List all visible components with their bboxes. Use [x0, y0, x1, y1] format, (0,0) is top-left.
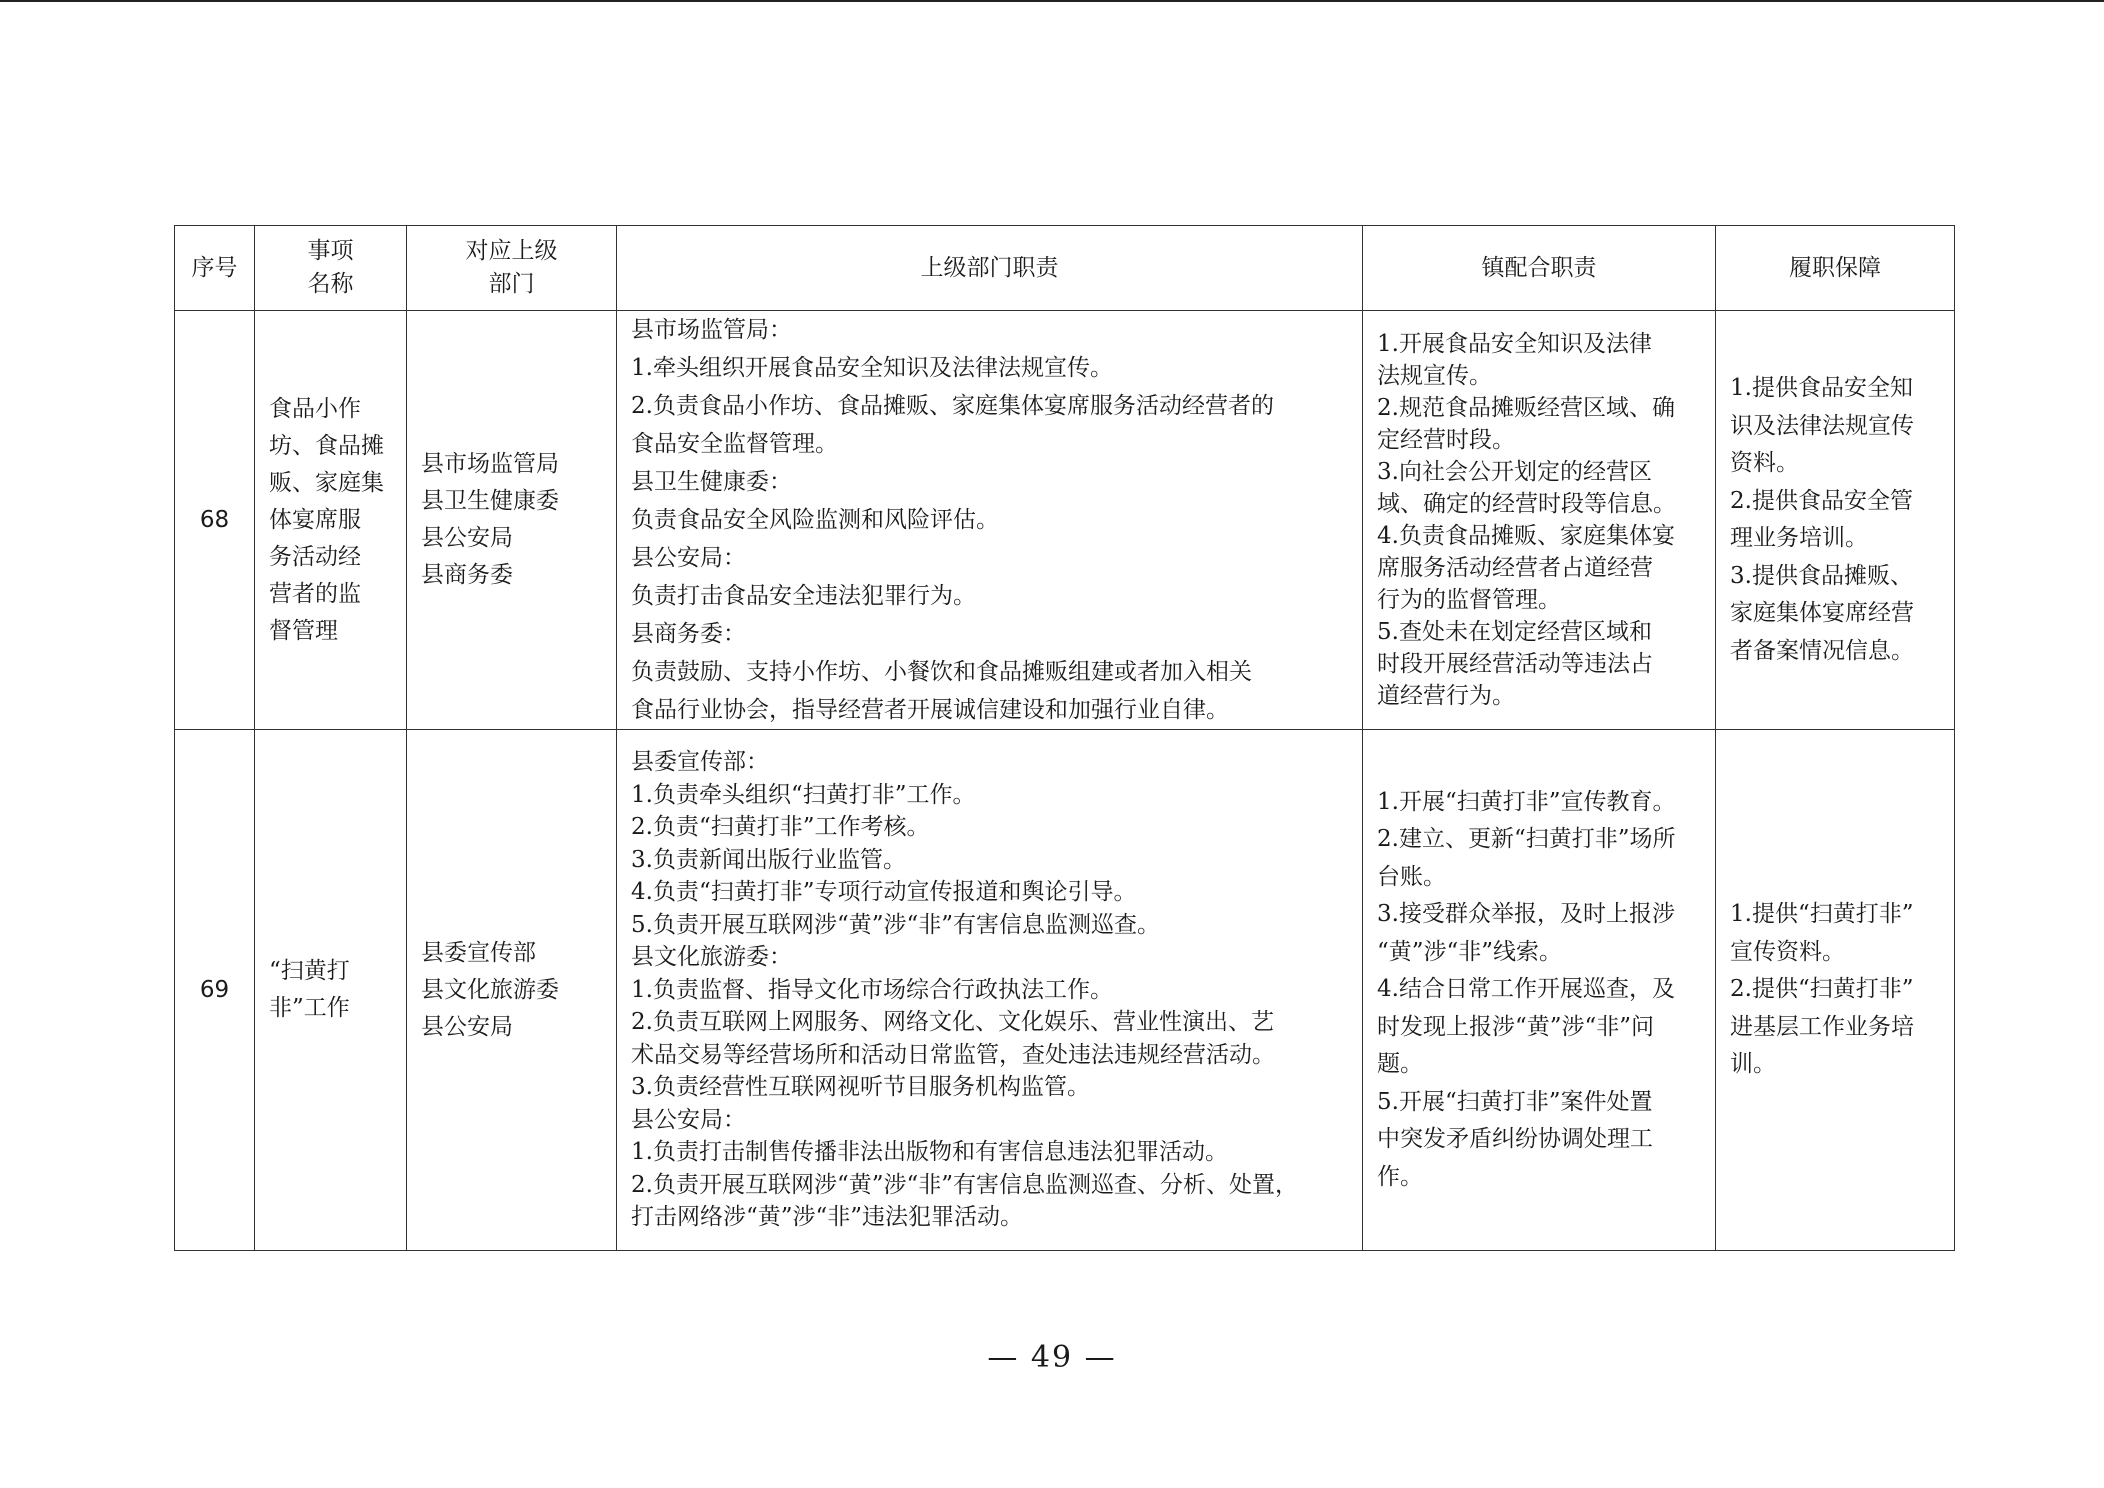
header-item-name-line: 名称 — [307, 271, 354, 297]
text-line: 务活动经 — [269, 543, 361, 570]
town-duty-lines — [1377, 328, 1701, 712]
text-line: 2.提供“扫黄打非” — [1730, 976, 1914, 1003]
text-line: 资料。 — [1730, 450, 1799, 476]
text-line: 1.开展“扫黄打非”宣传教育。 — [1377, 788, 1676, 815]
row-superior-duty — [617, 311, 1363, 730]
text-line: 2.规范食品摊贩经营区域、确 — [1377, 395, 1675, 421]
text-line: 县市场监管局： — [631, 317, 792, 343]
text-line: 1.牵头组织开展食品安全知识及法律法规宣传。 — [631, 355, 1113, 381]
superior-dept-lines — [421, 935, 602, 1046]
item-name-lines — [269, 391, 392, 650]
text-line: 3.向社会公开划定的经营区 — [1377, 459, 1652, 485]
header-town-duty — [1363, 226, 1716, 311]
header-superior-dept-line: 部门 — [488, 271, 535, 297]
text-line: 5.负责开展互联网涉“黄”涉“非”有害信息监测巡查。 — [631, 911, 1160, 938]
header-item-name — [255, 226, 407, 311]
text-line: 负责食品安全风险监测和风险评估。 — [631, 507, 999, 533]
town-duty-lines — [1377, 784, 1701, 1197]
text-line: 术品交易等经营场所和活动日常监管，查处违法违规经营活动。 — [631, 1041, 1275, 1068]
text-line: 宣传资料。 — [1730, 938, 1845, 965]
text-line: 县商务委： — [631, 621, 746, 647]
row-superior-dept — [407, 730, 617, 1251]
text-line: 席服务活动经营者占道经营 — [1377, 555, 1653, 581]
text-line: 县卫生健康委 — [421, 488, 559, 514]
text-line: 县文化旅游委 — [421, 976, 559, 1003]
responsibility-table — [174, 225, 1955, 1251]
text-line: 5.开展“扫黄打非”案件处置 — [1377, 1088, 1653, 1115]
header-superior-dept-line: 对应上级 — [465, 238, 558, 264]
text-line: 理业务培训。 — [1730, 525, 1868, 551]
text-line: 县商务委 — [421, 562, 513, 588]
text-line: 县卫生健康委： — [631, 469, 792, 495]
row-item-name — [255, 730, 407, 1251]
text-line: 域、确定的经营时段等信息。 — [1377, 491, 1676, 517]
superior-dept-lines — [421, 446, 602, 594]
text-line: 县委宣传部 — [421, 939, 536, 966]
text-line: 食品安全监督管理。 — [631, 431, 838, 457]
text-line: 1.负责打击制售传播非法出版物和有害信息违法犯罪活动。 — [631, 1139, 1228, 1166]
text-line: 1.提供“扫黄打非” — [1730, 901, 1914, 928]
text-line: 1.负责监督、指导文化市场综合行政执法工作。 — [631, 976, 1113, 1003]
guarantee-lines — [1730, 370, 1940, 670]
text-line: 进基层工作业务培 — [1730, 1013, 1914, 1040]
text-line: 县公安局： — [631, 545, 746, 571]
text-line: 识及法律法规宣传 — [1730, 412, 1914, 439]
text-line: 县公安局： — [631, 1106, 746, 1133]
text-line: 3.接受群众举报，及时上报涉 — [1377, 901, 1675, 928]
table-row — [175, 730, 1955, 1251]
header-item-name-line: 事项 — [307, 238, 354, 264]
text-line: 1.提供食品安全知 — [1730, 375, 1913, 401]
text-line: 2.负责食品小作坊、食品摊贩、家庭集体宴席服务活动经营者的 — [631, 393, 1274, 419]
row-superior-dept — [407, 311, 617, 730]
row-seq: 68 — [175, 311, 255, 730]
text-line: 3.负责经营性互联网视听节目服务机构监管。 — [631, 1074, 1090, 1101]
text-line: 作。 — [1377, 1163, 1423, 1190]
text-line: 4.结合日常工作开展巡查，及 — [1377, 976, 1675, 1003]
header-town-duty-label: 镇配合职责 — [1481, 254, 1597, 281]
text-line: “扫黄打 — [269, 958, 350, 984]
text-line: 行为的监督管理。 — [1377, 587, 1561, 613]
row-item-name — [255, 311, 407, 730]
text-line: 负责鼓励、支持小作坊、小餐饮和食品摊贩组建或者加入相关 — [631, 659, 1252, 685]
table-header-row — [175, 226, 1955, 311]
text-line: 时段开展经营活动等违法占 — [1377, 651, 1653, 677]
text-line: 4.负责食品摊贩、家庭集体宴 — [1377, 523, 1675, 549]
row-town-duty — [1363, 311, 1716, 730]
text-line: 题。 — [1377, 1051, 1423, 1078]
text-line: 县公安局 — [421, 525, 513, 551]
text-line: 家庭集体宴席经营 — [1730, 600, 1914, 626]
text-line: 县公安局 — [421, 1013, 513, 1040]
text-line: 贩、家庭集 — [269, 469, 384, 496]
text-line: 非”工作 — [269, 995, 350, 1021]
text-line: 4.负责“扫黄打非”专项行动宣传报道和舆论引导。 — [631, 879, 1137, 906]
text-line: 食品行业协会，指导经营者开展诚信建设和加强行业自律。 — [631, 697, 1229, 723]
text-line: 县委宣传部： — [631, 749, 769, 776]
text-line: 县市场监管局 — [421, 451, 559, 477]
text-line: 中突发矛盾纠纷协调处理工 — [1377, 1126, 1653, 1153]
text-line: 者备案情况信息。 — [1730, 637, 1914, 664]
header-seq — [175, 226, 255, 311]
text-line: 2.负责“扫黄打非”工作考核。 — [631, 814, 930, 841]
text-line: 道经营行为。 — [1377, 683, 1515, 709]
row-superior-duty — [617, 730, 1363, 1251]
header-superior-dept — [407, 226, 617, 311]
text-line: 坊、食品摊 — [269, 432, 384, 459]
text-line: 3.负责新闻出版行业监管。 — [631, 846, 906, 873]
text-line: 训。 — [1730, 1051, 1776, 1078]
text-line: 体宴席服 — [269, 506, 361, 533]
text-line: 台账。 — [1377, 863, 1446, 890]
row-guarantee — [1716, 730, 1955, 1251]
text-line: 法规宣传。 — [1377, 363, 1492, 389]
header-guarantee-label: 履职保障 — [1789, 254, 1881, 281]
page-top-border — [0, 0, 2104, 2]
text-line: 1.负责牵头组织“扫黄打非”工作。 — [631, 781, 976, 808]
row-town-duty — [1363, 730, 1716, 1251]
text-line: 5.查处未在划定经营区域和 — [1377, 619, 1652, 645]
header-superior-duty-label: 上级部门职责 — [920, 254, 1059, 281]
text-line: 2.负责开展互联网涉“黄”涉“非”有害信息监测巡查、分析、处置， — [631, 1171, 1298, 1198]
text-line: 督管理 — [269, 617, 338, 644]
row-seq: 69 — [175, 730, 255, 1251]
text-line: 负责打击食品安全违法犯罪行为。 — [631, 583, 976, 609]
text-line: 2.负责互联网上网服务、网络文化、文化娱乐、营业性演出、艺 — [631, 1009, 1274, 1036]
item-name-lines — [269, 953, 392, 1027]
text-line: 营者的监 — [269, 580, 361, 607]
text-line: 打击网络涉“黄”涉“非”违法犯罪活动。 — [631, 1204, 1024, 1231]
text-line: 2.建立、更新“扫黄打非”场所 — [1377, 826, 1676, 853]
header-guarantee — [1716, 226, 1955, 311]
superior-duty-lines — [631, 746, 1348, 1234]
text-line: 定经营时段。 — [1377, 427, 1515, 453]
text-line: 1.开展食品安全知识及法律 — [1377, 331, 1652, 357]
page-number: — 49 — — [987, 1340, 1117, 1375]
guarantee-lines — [1730, 896, 1940, 1084]
superior-duty-lines — [631, 311, 1348, 729]
text-line: “黄”涉“非”线索。 — [1377, 938, 1563, 965]
text-line: 时发现上报涉“黄”涉“非”问 — [1377, 1013, 1655, 1040]
text-line: 2.提供食品安全管 — [1730, 487, 1913, 514]
text-line: 食品小作 — [269, 395, 361, 422]
text-line: 县文化旅游委： — [631, 944, 792, 971]
header-superior-duty — [617, 226, 1363, 311]
header-seq-label: 序号 — [191, 254, 238, 281]
table-row — [175, 311, 1955, 730]
text-line: 3.提供食品摊贩、 — [1730, 562, 1913, 589]
row-guarantee — [1716, 311, 1955, 730]
